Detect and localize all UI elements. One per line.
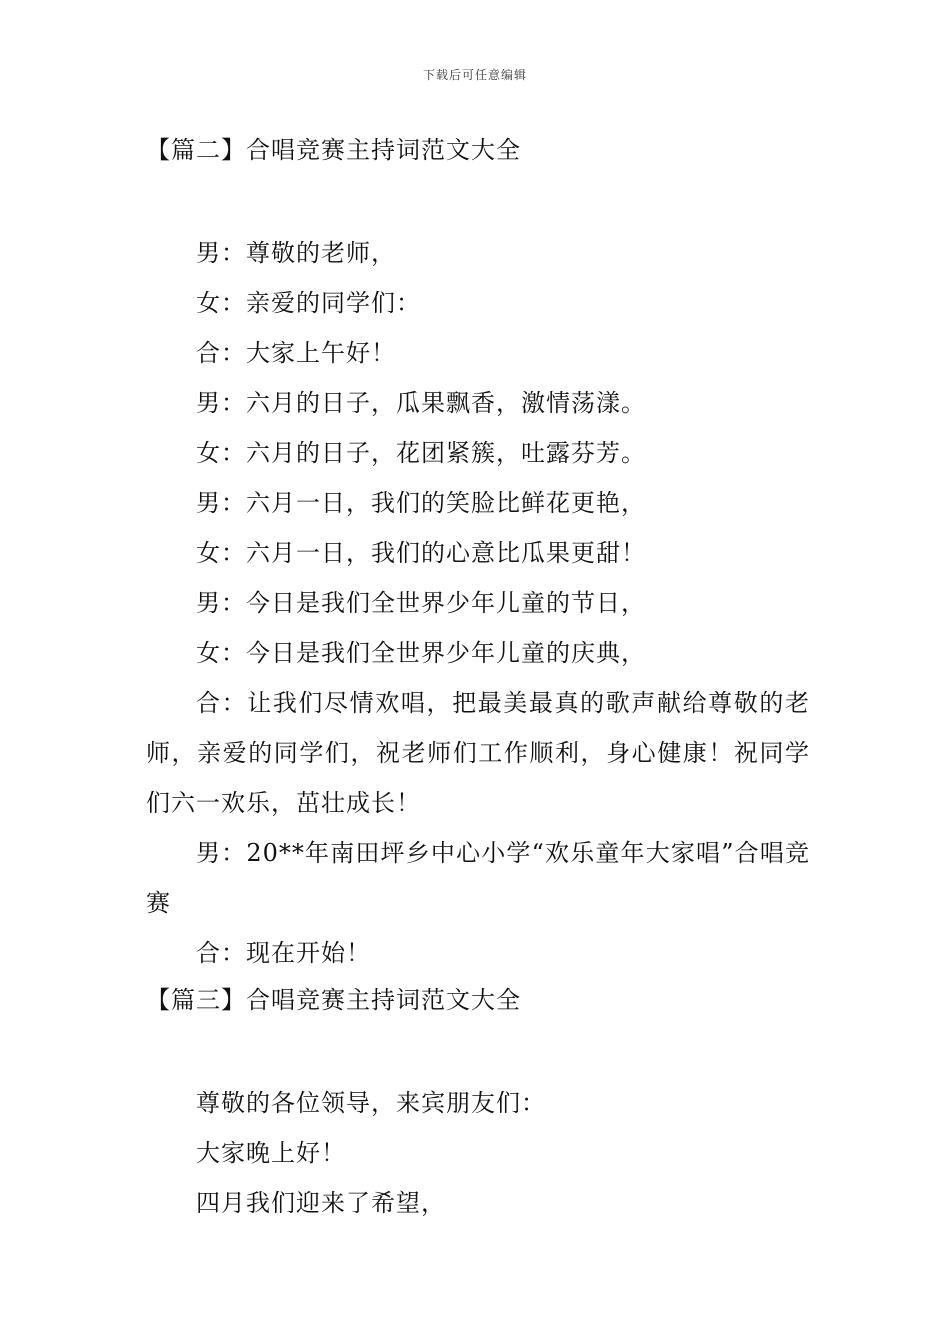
paragraph: 四月我们迎来了希望， — [196, 1189, 446, 1217]
paragraph: 女：亲爱的同学们： — [196, 289, 421, 317]
paragraph: 女：六月一日，我们的心意比瓜果更甜！ — [196, 539, 646, 567]
spacer — [146, 1022, 810, 1078]
paragraph: 男：今日是我们全世界少年儿童的节日， — [196, 589, 646, 617]
paragraph: 女：六月的日子，花团紧簇，吐露芬芳。 — [196, 439, 646, 467]
paragraph: 女：今日是我们全世界少年儿童的庆典， — [196, 639, 646, 667]
paragraph: 大家晚上好！ — [196, 1139, 346, 1167]
section-2-title: 【篇二】合唱竞赛主持词范文大全 — [146, 136, 521, 164]
paragraph: 合：现在开始！ — [196, 939, 371, 967]
paragraph: 男：20**年南田坪乡中心小学“欢乐童年大家唱”合唱竞赛 — [146, 839, 810, 917]
spacer — [146, 172, 810, 228]
paragraph: 尊敬的各位领导，来宾朋友们： — [196, 1089, 546, 1117]
section-3-title: 【篇三】合唱竞赛主持词范文大全 — [146, 986, 521, 1014]
page-header-note: 下载后可任意编辑 — [422, 68, 527, 82]
paragraph: 男：六月一日，我们的笑脸比鲜花更艳， — [196, 489, 646, 517]
paragraph: 男：尊敬的老师， — [196, 239, 396, 267]
paragraph: 男：六月的日子，瓜果飘香，激情荡漾。 — [196, 389, 646, 417]
document-body — [146, 128, 810, 1228]
paragraph: 合：大家上午好！ — [196, 339, 396, 367]
paragraph: 合：让我们尽情欢唱，把最美最真的歌声献给尊敬的老师，亲爱的同学们，祝老师们工作顺利，身心健康！祝同学们六一欢乐，茁壮成长！ — [146, 689, 810, 817]
